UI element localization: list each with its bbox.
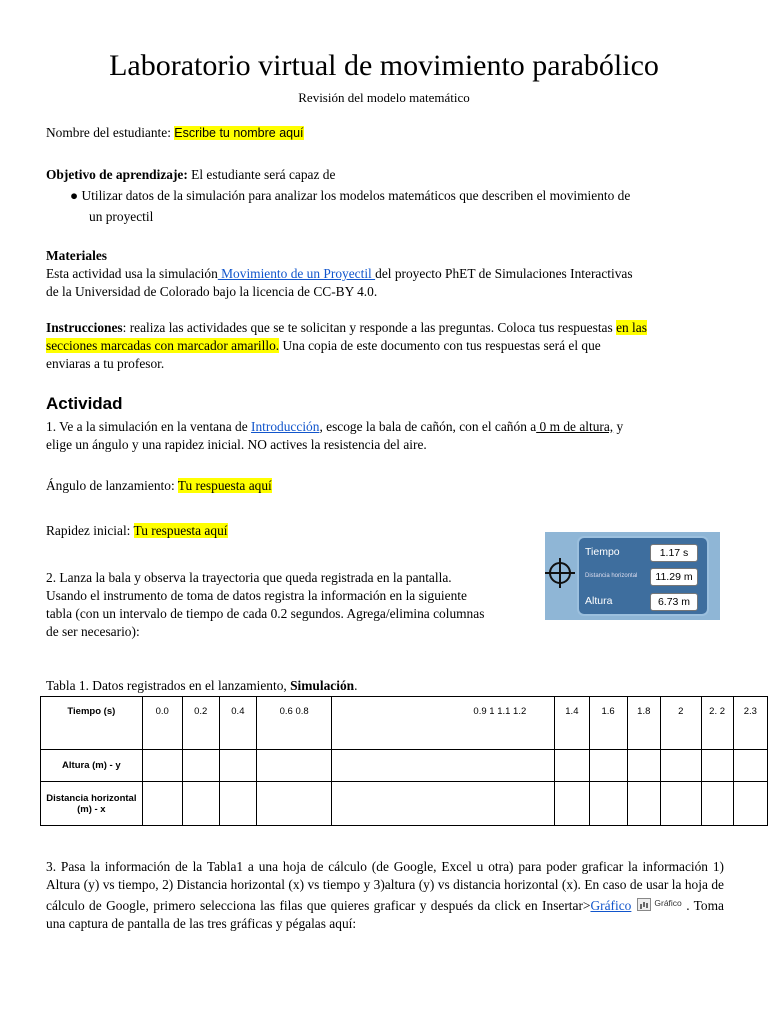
simulation-data-panel — [545, 532, 720, 620]
sim-label-altura: Altura — [585, 595, 613, 607]
table-cell[interactable] — [182, 750, 219, 782]
angle-line — [46, 477, 272, 495]
objective-bullet-text-1: Utilizar datos de la simulación para analizar los modelos matemáticos que describen el movimiento de — [81, 188, 631, 203]
table-cell[interactable] — [142, 782, 182, 826]
data-table — [40, 696, 768, 826]
table-cell[interactable] — [332, 750, 555, 782]
table-header-cell: 1.4 — [555, 697, 589, 750]
table-cell[interactable] — [627, 750, 660, 782]
question-1-line-2: elige un ángulo y una rapidez inicial. NO actives la resistencia del aire. — [46, 437, 427, 452]
instructions-line-3: enviaras a tu profesor. — [46, 356, 165, 371]
table-cell[interactable] — [701, 782, 733, 826]
instructions-highlight-1: en las — [616, 320, 647, 335]
materials-line-2: de la Universidad de Colorado bajo la licencia de CC-BY 4.0. — [46, 284, 378, 299]
table-row-label: Distancia horizontal (m) - x — [41, 782, 143, 826]
materials-line-1: Esta actividad usa la simulación Movimiento de un Proyectil del proyecto PhET de Simulaciones Interactivas — [46, 266, 633, 281]
objective-bullet — [70, 187, 630, 205]
instructions-line-2: secciones marcadas con marcador amarillo. Una copia de este documento con tus respuestas será el que — [46, 338, 601, 353]
table-cell[interactable] — [589, 750, 627, 782]
speed-answer-field[interactable]: Tu respuesta aquí — [133, 523, 228, 538]
table-cell[interactable] — [660, 750, 701, 782]
table-cell[interactable] — [733, 750, 767, 782]
angle-answer-field[interactable]: Tu respuesta aquí — [177, 478, 272, 493]
intro-link[interactable]: Introducción — [251, 419, 320, 434]
table-cell[interactable] — [256, 750, 331, 782]
sim-value-altura: 6.73 m — [650, 593, 698, 611]
activity-heading: Actividad — [46, 394, 123, 413]
student-name-field[interactable]: Escribe tu nombre aquí — [174, 126, 304, 140]
speed-line — [46, 522, 228, 540]
grafico-icon-label: Gráfico — [654, 898, 682, 908]
objective-line — [46, 166, 335, 184]
bullet-dot-icon: ● — [70, 188, 79, 203]
table-cell[interactable] — [142, 750, 182, 782]
table-header-cell: 2.3 — [733, 697, 767, 750]
table-header-cell: 2 — [660, 697, 701, 750]
question-2-line-4: de ser necesario): — [46, 624, 140, 639]
table-cell[interactable] — [256, 782, 331, 826]
question-2-line-2: Usando el instrumento de toma de datos registra la información en la siguiente — [46, 588, 467, 603]
table-row-label: Altura (m) - y — [41, 750, 143, 782]
table-cell[interactable] — [733, 782, 767, 826]
table-header-cell: 0.0 — [142, 697, 182, 750]
chart-icon — [637, 898, 651, 911]
speed-label: Rapidez inicial: — [46, 523, 134, 538]
table-header-cell: 0.4 — [219, 697, 256, 750]
table-cell[interactable] — [555, 782, 589, 826]
angle-label: Ángulo de lanzamiento: — [46, 478, 178, 493]
table-header-cell: 0.2 — [182, 697, 219, 750]
table-cell[interactable] — [627, 782, 660, 826]
table-cell[interactable] — [182, 782, 219, 826]
table-cell[interactable] — [660, 782, 701, 826]
document-subtitle: Revisión del modelo matemático — [298, 90, 470, 105]
instructions-highlight-2: secciones marcadas con marcador amarillo. — [46, 338, 280, 353]
question-2-line-1: 2. Lanza la bala y observa la trayectoria que queda registrada en la pantalla. — [46, 570, 452, 585]
document-title: Laboratorio virtual de movimiento parabólico — [109, 49, 659, 82]
table-header-cell: Tiempo (s) — [41, 697, 143, 750]
table-row-distancia — [41, 782, 768, 826]
table-cell[interactable] — [555, 750, 589, 782]
table-header-cell: 0.9 1 1.1 1.2 — [332, 697, 555, 750]
table-caption: Tabla 1. Datos registrados en el lanzamiento, Simulación. — [46, 678, 358, 693]
table-header-row — [41, 697, 768, 750]
question-3-paragraph: 3. Pasa la información de la Tabla1 a una hoja de cálculo (de Google, Excel u otra) para poder graficar la información 1) Altura (y) vs tiempo, 2) Distancia horizontal (x) vs tiempo y 3)altura (y) vs distancia horizontal (x). En caso de usar la hoja de cálculo de Google, primero selecciona las filas que quieres graficar y después da click en Insertar>Gráfico $^{Gráfico}$ . Toma una captura de pantalla de las tres gráficas y pégalas aquí: — [46, 859, 724, 931]
projectile-sim-link[interactable]: Movimiento de un Proyectil — [217, 266, 376, 281]
table-cell[interactable] — [701, 750, 733, 782]
crosshair-icon — [549, 562, 571, 584]
student-name-line — [46, 124, 304, 142]
materials-heading: Materiales — [46, 248, 107, 263]
student-name-label: Nombre del estudiante: — [46, 125, 175, 140]
question-1-line-1: 1. Ve a la simulación en la ventana de Introducción, escoge la bala de cañón, con el cañón a 0 m de altura, y — [46, 419, 624, 434]
height-underlined: 0 m de altura, — [536, 419, 614, 434]
table-header-cell: 2. 2 — [701, 697, 733, 750]
sim-label-tiempo: Tiempo — [585, 546, 620, 558]
sim-value-distancia: 11.29 m — [650, 568, 698, 586]
sim-label-distancia: Distancia horizontal — [585, 573, 638, 579]
table-header-cell: 1.6 — [589, 697, 627, 750]
grafico-link[interactable]: Gráfico — [590, 898, 632, 913]
instructions-heading: Instrucciones — [46, 320, 123, 335]
table-cell[interactable] — [332, 782, 555, 826]
table-cell[interactable] — [589, 782, 627, 826]
table-row-altura — [41, 750, 768, 782]
objective-text: El estudiante será capaz de — [187, 167, 336, 182]
table-cell[interactable] — [219, 782, 256, 826]
objective-heading: Objetivo de aprendizaje: — [46, 167, 188, 182]
table-header-cell: 1.8 — [627, 697, 660, 750]
table-header-cell: 0.6 0.8 — [256, 697, 331, 750]
objective-bullet-text-2: un proyectil — [89, 209, 154, 224]
table-cell[interactable] — [219, 750, 256, 782]
question-2-line-3: tabla (con un intervalo de tiempo de cada 0.2 segundos. Agrega/elimina columnas — [46, 606, 485, 621]
sim-value-tiempo: 1.17 s — [650, 544, 698, 562]
instructions-line-1: Instrucciones: realiza las actividades que se te solicitan y responde a las preguntas. Coloca tus respuestas en las — [46, 320, 647, 335]
